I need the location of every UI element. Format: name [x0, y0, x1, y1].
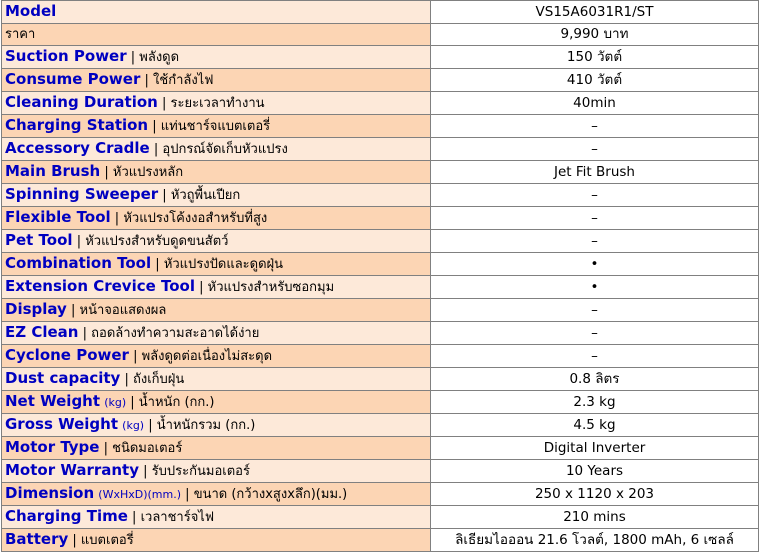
- spec-value-cell: –: [431, 322, 759, 345]
- spec-value-cell: •: [431, 253, 759, 276]
- spec-label-th: ถอดล้างทำความสะอาดได้ง่าย: [91, 326, 260, 341]
- spec-row: [2, 345, 759, 368]
- spec-label-en: Cyclone Power: [5, 346, 129, 364]
- spec-value-cell: 10 Years: [431, 460, 759, 483]
- spec-row: [2, 207, 759, 230]
- spec-label-th: ชนิดมอเตอร์: [112, 441, 183, 456]
- spec-label-th: หัวแปรงโค้งงอสำหรับที่สูง: [123, 211, 268, 226]
- spec-label-cell: [2, 115, 431, 138]
- spec-label-cell: [2, 207, 431, 230]
- spec-value-cell: 210 mins: [431, 506, 759, 529]
- spec-value-cell: 40min: [431, 92, 759, 115]
- spec-row: [2, 437, 759, 460]
- spec-value-cell: Jet Fit Brush: [431, 161, 759, 184]
- spec-label-separator: |: [114, 211, 120, 226]
- spec-label-separator: |: [130, 50, 136, 65]
- spec-label-cell: [2, 529, 431, 552]
- spec-label-th: ขนาด (กว้างxสูงxลึก)(มม.): [193, 487, 348, 502]
- spec-label-separator: |: [76, 234, 82, 249]
- spec-value-cell: 2.3 kg: [431, 391, 759, 414]
- spec-row: [2, 460, 759, 483]
- spec-value-cell: –: [431, 207, 759, 230]
- spec-label-th: รับประกันมอเตอร์: [151, 464, 250, 479]
- spec-label-en: Consume Power: [5, 70, 141, 88]
- spec-label-cell: [2, 437, 431, 460]
- spec-label-separator: |: [155, 257, 160, 272]
- spec-value-cell: VS15A6031R1/ST: [431, 1, 759, 24]
- spec-label-th: หน้าจอแสดงผล: [79, 303, 167, 318]
- spec-row: [2, 253, 759, 276]
- spec-value-cell: 250 x 1120 x 203: [431, 483, 759, 506]
- spec-label-separator: |: [148, 418, 153, 433]
- spec-label-cell: [2, 230, 431, 253]
- spec-label-th: หัวแปรงสำหรับซอกมุม: [207, 280, 335, 295]
- spec-row: [2, 161, 759, 184]
- spec-row: [2, 1, 759, 24]
- spec-value-cell: –: [431, 299, 759, 322]
- spec-label-en: Dust capacity: [5, 369, 121, 387]
- spec-label-th: อุปกรณ์จัดเก็บหัวแปรง: [162, 142, 288, 157]
- spec-label-cell: [2, 24, 431, 46]
- spec-label-en: Cleaning Duration: [5, 93, 158, 111]
- spec-value-cell: –: [431, 184, 759, 207]
- spec-label-th: ถังเก็บฝุ่น: [132, 372, 185, 387]
- spec-row: [2, 115, 759, 138]
- spec-row: [2, 391, 759, 414]
- spec-label-th: ใช้กำลังไฟ: [153, 73, 214, 88]
- spec-label-separator: |: [143, 464, 148, 479]
- spec-label-separator: |: [70, 303, 76, 318]
- spec-value-cell: Digital Inverter: [431, 437, 759, 460]
- spec-label-en: Combination Tool: [5, 254, 152, 272]
- spec-label-unit: (kg): [104, 396, 127, 409]
- spec-label-separator: |: [72, 533, 77, 548]
- spec-label-unit: (kg): [122, 419, 145, 432]
- spec-label-cell: [2, 483, 431, 506]
- spec-label-separator: |: [162, 188, 167, 203]
- spec-label-separator: |: [130, 395, 135, 410]
- spec-row: [2, 230, 759, 253]
- spec-value-cell: 150 วัตต์: [431, 46, 759, 69]
- spec-label-separator: |: [162, 96, 167, 111]
- spec-label-th: หัวแปรงหลัก: [112, 165, 184, 180]
- spec-label-en: Flexible Tool: [5, 208, 111, 226]
- spec-label-separator: |: [124, 372, 129, 387]
- spec-label-cell: [2, 276, 431, 299]
- spec-label-en: Battery: [5, 530, 69, 548]
- spec-label-en: Motor Type: [5, 438, 100, 456]
- spec-label-en: Accessory Cradle: [5, 139, 150, 157]
- spec-value-cell: –: [431, 230, 759, 253]
- spec-label-en: Spinning Sweeper: [5, 185, 159, 203]
- spec-label-en: Gross Weight: [5, 415, 119, 433]
- spec-label-en: Suction Power: [5, 47, 127, 65]
- spec-label-separator: |: [82, 326, 88, 341]
- spec-label-cell: [2, 368, 431, 391]
- spec-row: [2, 92, 759, 115]
- spec-label-th: น้ำหนัก (กก.): [138, 395, 215, 410]
- spec-label-cell: [2, 506, 431, 529]
- spec-label-cell: [2, 69, 431, 92]
- spec-label-cell: [2, 138, 431, 161]
- spec-label-separator: |: [132, 510, 137, 525]
- spec-value-cell: –: [431, 138, 759, 161]
- spec-label-separator: |: [103, 441, 108, 456]
- spec-label-separator: |: [152, 119, 157, 134]
- spec-label-separator: |: [185, 487, 190, 502]
- spec-label-cell: [2, 345, 431, 368]
- spec-value-cell: 9,990 บาท: [431, 24, 759, 46]
- spec-label-en: EZ Clean: [5, 323, 79, 341]
- spec-table-body: [2, 1, 759, 552]
- spec-label-cell: [2, 322, 431, 345]
- spec-label-en: Extension Crevice Tool: [5, 277, 195, 295]
- spec-label-separator: |: [133, 349, 138, 364]
- spec-row: [2, 529, 759, 552]
- spec-label-cell: [2, 92, 431, 115]
- spec-label-cell: [2, 391, 431, 414]
- spec-row: [2, 299, 759, 322]
- spec-value-cell: ลิเธียมไอออน 21.6 โวลต์, 1800 mAh, 6 เซลล์: [431, 529, 759, 552]
- spec-label-en: Pet Tool: [5, 231, 73, 249]
- spec-label-cell: [2, 161, 431, 184]
- spec-label-cell: [2, 299, 431, 322]
- spec-label-th: แบตเตอรี่: [80, 533, 134, 548]
- spec-table: [1, 0, 759, 552]
- spec-label-separator: |: [153, 142, 159, 157]
- spec-label-cell: [2, 460, 431, 483]
- spec-row: [2, 46, 759, 69]
- spec-row: [2, 322, 759, 345]
- spec-value-cell: –: [431, 345, 759, 368]
- spec-label-th: พลังดูดต่อเนื่องไม่สะดุด: [141, 349, 273, 364]
- spec-label-en: Display: [5, 300, 67, 318]
- spec-label-th: หัวแปรงสำหรับดูดขนสัตว์: [85, 234, 229, 249]
- spec-label-en: Dimension: [5, 484, 95, 502]
- spec-value-cell: •: [431, 276, 759, 299]
- spec-label-en: Main Brush: [5, 162, 101, 180]
- spec-label-en: Charging Time: [5, 507, 128, 525]
- spec-label-cell: [2, 1, 431, 24]
- spec-value-cell: 4.5 kg: [431, 414, 759, 437]
- spec-row: [2, 506, 759, 529]
- spec-label-cell: [2, 46, 431, 69]
- spec-value-cell: –: [431, 115, 759, 138]
- spec-label-separator: |: [144, 73, 149, 88]
- spec-label-th: หัวถูพื้นเปียก: [170, 188, 241, 203]
- spec-value-cell: 0.8 ลิตร: [431, 368, 759, 391]
- spec-row: [2, 276, 759, 299]
- spec-label-cell: [2, 414, 431, 437]
- spec-label-th: หัวแปรงปัดและดูดฝุ่น: [163, 257, 284, 272]
- spec-row: [2, 138, 759, 161]
- spec-row: [2, 483, 759, 506]
- spec-value-cell: 410 วัตต์: [431, 69, 759, 92]
- spec-label-th: พลังดูด: [139, 50, 180, 65]
- spec-row: [2, 414, 759, 437]
- spec-row: [2, 368, 759, 391]
- spec-label-th: แท่นชาร์จแบตเตอรี่: [160, 119, 271, 134]
- spec-label-unit: (WxHxD)(mm.): [98, 488, 182, 501]
- spec-row: [2, 24, 759, 46]
- spec-label-th: ระยะเวลาทำงาน: [170, 96, 265, 111]
- spec-label-cell: [2, 253, 431, 276]
- spec-label-th: น้ำหนักรวม (กก.): [156, 418, 256, 433]
- spec-label-th: เวลาชาร์จไฟ: [140, 510, 215, 525]
- spec-label-separator: |: [199, 280, 204, 295]
- spec-label-th: ราคา: [5, 27, 36, 42]
- spec-label-en: Charging Station: [5, 116, 149, 134]
- spec-label-separator: |: [104, 165, 109, 180]
- spec-row: [2, 184, 759, 207]
- spec-label-en: Net Weight: [5, 392, 101, 410]
- spec-row: [2, 69, 759, 92]
- spec-label-cell: [2, 184, 431, 207]
- spec-label-en: Model: [5, 2, 57, 20]
- spec-label-en: Motor Warranty: [5, 461, 140, 479]
